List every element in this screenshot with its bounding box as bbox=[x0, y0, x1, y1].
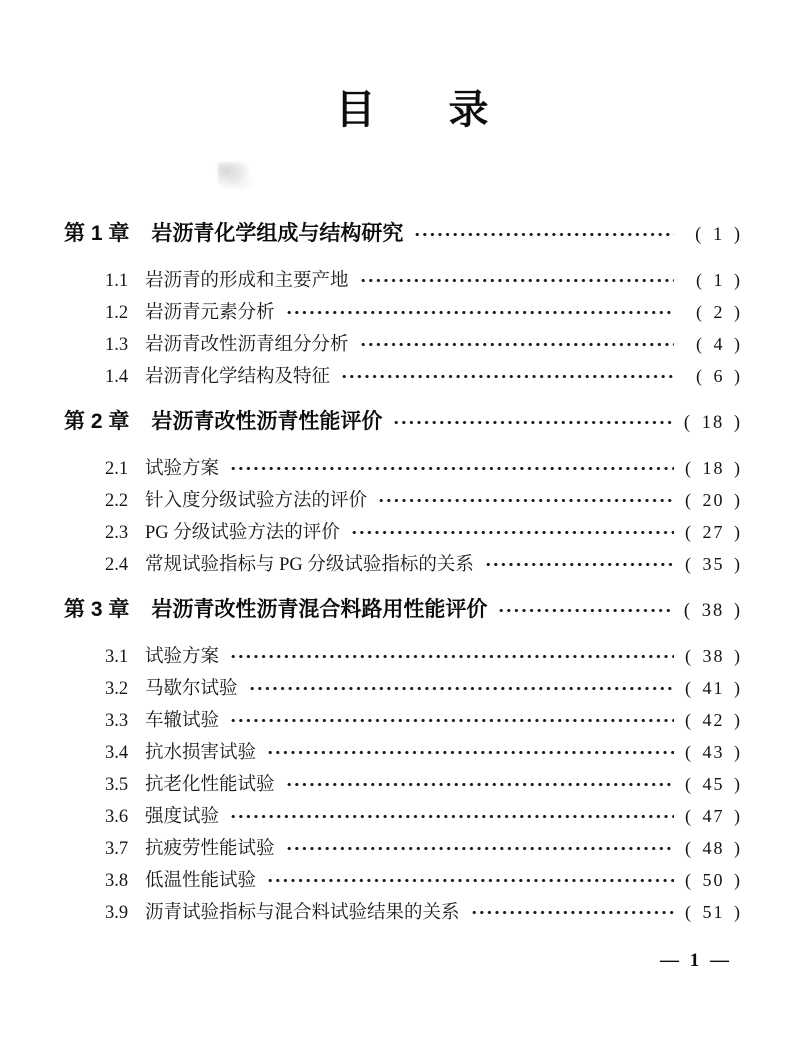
section-number: 1.4 bbox=[105, 367, 129, 387]
dot-leader bbox=[472, 910, 674, 915]
section-number: 3.6 bbox=[105, 807, 129, 827]
toc-chapter-row bbox=[64, 594, 742, 626]
page-number: ( 42 ) bbox=[685, 710, 742, 730]
section-title: 抗疲劳性能试验 bbox=[145, 839, 275, 859]
section-title: PG 分级试验方法的评价 bbox=[145, 523, 340, 543]
dot-leader bbox=[231, 466, 674, 471]
toc-section-row bbox=[64, 768, 742, 800]
dot-leader bbox=[379, 498, 674, 503]
dot-leader bbox=[268, 750, 674, 755]
page-number: ( 18 ) bbox=[685, 458, 742, 478]
section-title: 强度试验 bbox=[145, 807, 220, 827]
chapter-title: 岩沥青改性沥青混合料路用性能评价 bbox=[151, 598, 488, 621]
section-title: 岩沥青元素分析 bbox=[145, 303, 275, 323]
dot-leader bbox=[486, 562, 674, 567]
dot-leader bbox=[287, 310, 674, 315]
dot-leader bbox=[268, 878, 674, 883]
section-title: 岩沥青的形成和主要产地 bbox=[145, 271, 349, 291]
page-number: ( 20 ) bbox=[685, 490, 742, 510]
page-number: ( 51 ) bbox=[685, 902, 742, 922]
toc-chapter-row bbox=[64, 218, 742, 250]
page-number: ( 6 ) bbox=[696, 366, 742, 386]
toc-section-row bbox=[64, 328, 742, 360]
page-number: ( 27 ) bbox=[685, 522, 742, 542]
scan-artifact bbox=[218, 162, 256, 188]
page-number: ( 50 ) bbox=[685, 870, 742, 890]
toc-section-row bbox=[64, 800, 742, 832]
section-number: 2.2 bbox=[105, 491, 129, 511]
dot-leader bbox=[287, 846, 674, 851]
dot-leader bbox=[352, 530, 674, 535]
section-number: 3.5 bbox=[105, 775, 129, 795]
section-title: 岩沥青改性沥青组分分析 bbox=[145, 335, 349, 355]
dot-leader bbox=[361, 342, 674, 347]
section-title: 常规试验指标与 PG 分级试验指标的关系 bbox=[145, 555, 474, 575]
page-number: ( 47 ) bbox=[685, 806, 742, 826]
toc-chapter-row bbox=[64, 406, 742, 438]
chapter-label: 第 2 章 bbox=[64, 410, 130, 433]
section-number: 3.7 bbox=[105, 839, 129, 859]
page-title: 目 录 bbox=[335, 88, 491, 132]
section-number: 3.2 bbox=[105, 679, 129, 699]
page-number: ( 48 ) bbox=[685, 838, 742, 858]
section-title: 针入度分级试验方法的评价 bbox=[145, 491, 368, 511]
dot-leader bbox=[231, 718, 674, 723]
dot-leader bbox=[415, 232, 674, 237]
page-number: ( 35 ) bbox=[685, 554, 742, 574]
section-number: 3.8 bbox=[105, 871, 129, 891]
section-title: 车辙试验 bbox=[145, 711, 220, 731]
dot-leader bbox=[499, 608, 674, 613]
section-title: 抗老化性能试验 bbox=[145, 775, 275, 795]
section-number: 1.2 bbox=[105, 303, 129, 323]
chapter-label: 第 1 章 bbox=[64, 222, 130, 245]
chapter-title: 岩沥青改性沥青性能评价 bbox=[151, 410, 383, 433]
dot-leader bbox=[361, 278, 674, 283]
toc-section-row bbox=[64, 296, 742, 328]
page-number: ( 18 ) bbox=[683, 413, 742, 433]
page-number: ( 45 ) bbox=[685, 774, 742, 794]
page-number: ( 41 ) bbox=[685, 678, 742, 698]
page-number: ( 4 ) bbox=[696, 334, 742, 354]
toc-section-row bbox=[64, 484, 742, 516]
dot-leader bbox=[287, 782, 674, 787]
section-number: 3.1 bbox=[105, 647, 129, 667]
toc-section-row bbox=[64, 704, 742, 736]
section-title: 沥青试验指标与混合料试验结果的关系 bbox=[145, 903, 460, 923]
page-number: ( 38 ) bbox=[683, 601, 742, 621]
toc-section-row bbox=[64, 896, 742, 928]
dot-leader bbox=[231, 814, 674, 819]
dot-leader bbox=[250, 686, 674, 691]
chapter-label: 第 3 章 bbox=[64, 598, 130, 621]
section-number: 2.3 bbox=[105, 523, 129, 543]
page-number: ( 38 ) bbox=[685, 646, 742, 666]
section-title: 马歇尔试验 bbox=[145, 679, 238, 699]
section-number: 2.1 bbox=[105, 459, 129, 479]
page-number: ( 1 ) bbox=[696, 270, 742, 290]
section-title: 试验方案 bbox=[145, 647, 220, 667]
footer-page-number: — 1 — bbox=[660, 950, 732, 971]
section-number: 3.4 bbox=[105, 743, 129, 763]
section-title: 抗水损害试验 bbox=[145, 743, 257, 763]
toc-section-row bbox=[64, 516, 742, 548]
toc-section-row bbox=[64, 832, 742, 864]
toc-section-row bbox=[64, 548, 742, 580]
section-title: 低温性能试验 bbox=[145, 871, 257, 891]
section-number: 3.3 bbox=[105, 711, 129, 731]
toc-section-row bbox=[64, 640, 742, 672]
chapter-title: 岩沥青化学组成与结构研究 bbox=[151, 222, 404, 245]
dot-leader bbox=[231, 654, 674, 659]
dot-leader bbox=[394, 420, 674, 425]
toc-section-row bbox=[64, 736, 742, 768]
toc-section-row bbox=[64, 360, 742, 392]
page-number: ( 43 ) bbox=[685, 742, 742, 762]
section-title: 岩沥青化学结构及特征 bbox=[145, 367, 331, 387]
section-number: 1.3 bbox=[105, 335, 129, 355]
toc-section-row bbox=[64, 452, 742, 484]
toc-section-row bbox=[64, 864, 742, 896]
page-number: ( 2 ) bbox=[696, 302, 742, 322]
section-number: 2.4 bbox=[105, 555, 129, 575]
dot-leader bbox=[342, 374, 674, 379]
section-number: 3.9 bbox=[105, 903, 129, 923]
section-title: 试验方案 bbox=[145, 459, 220, 479]
toc-section-row bbox=[64, 264, 742, 296]
section-number: 1.1 bbox=[105, 271, 129, 291]
toc-section-row bbox=[64, 672, 742, 704]
page-number: ( 1 ) bbox=[695, 225, 742, 245]
